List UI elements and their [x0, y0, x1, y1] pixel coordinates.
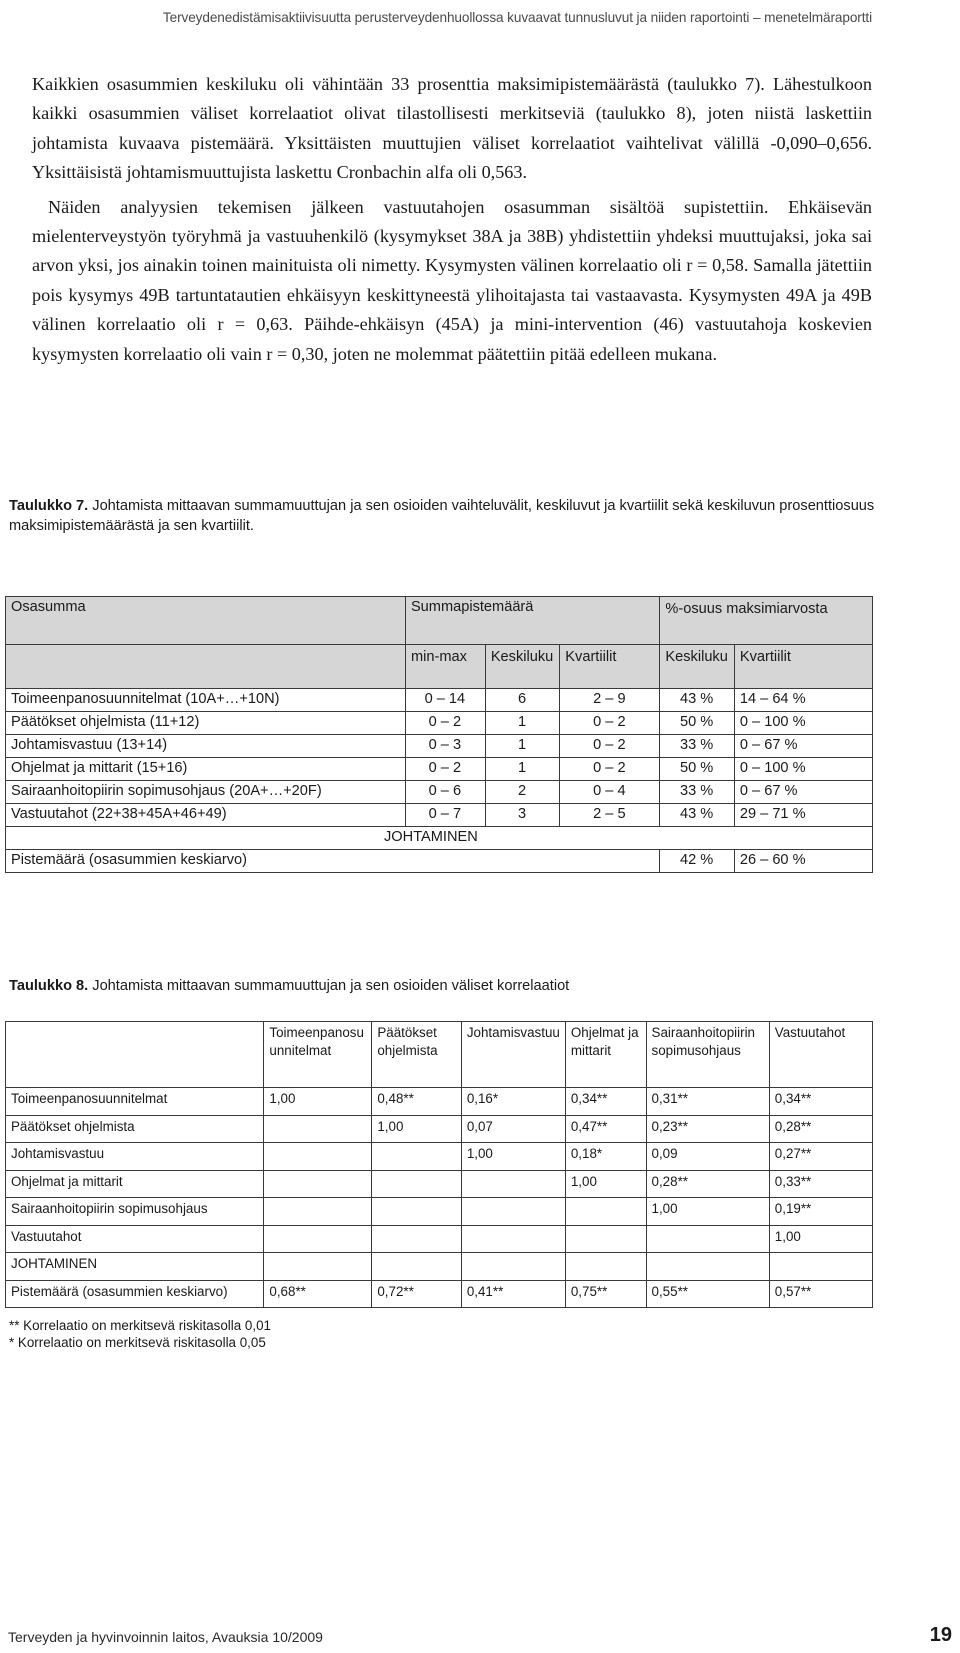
- table-cell: [461, 1198, 565, 1226]
- table-cell: 0,19**: [769, 1198, 872, 1226]
- table7-total-row: [6, 850, 873, 873]
- table-row: [6, 1170, 873, 1198]
- table-row: [6, 1225, 873, 1253]
- table-cell: 1,00: [264, 1088, 372, 1116]
- cell-minmax: 0 – 7: [405, 804, 485, 827]
- row-label: Sairaanhoitopiirin sopimusohjaus: [6, 1198, 264, 1226]
- table7-sub-minmax: min-max: [405, 645, 485, 689]
- table-cell: 0,72**: [372, 1280, 461, 1308]
- table-cell: [565, 1253, 646, 1281]
- table-row: [6, 1198, 873, 1226]
- table-cell: [264, 1198, 372, 1226]
- row-label: Toimeenpanosuunnitelmat: [6, 1088, 264, 1116]
- table-cell: 0,07: [461, 1115, 565, 1143]
- table-row: [6, 758, 873, 781]
- table-cell: 0,68**: [264, 1280, 372, 1308]
- table-cell: [461, 1170, 565, 1198]
- table-cell: 1,00: [565, 1170, 646, 1198]
- cell-minmax: 0 – 14: [405, 689, 485, 712]
- group-label: JOHTAMINEN: [6, 1253, 264, 1281]
- footer-publisher: Terveyden ja hyvinvoinnin laitos, Avauksia 10/2009: [8, 1629, 323, 1645]
- table7-sub-keskiluku-pct: Keskiluku: [660, 645, 734, 689]
- row-label: Ohjelmat ja mittarit: [6, 1170, 264, 1198]
- table8-head-col: Toimeenpanosuunnitelmat: [264, 1022, 372, 1088]
- table-cell: [372, 1225, 461, 1253]
- row-label: Johtamisvastuu (13+14): [6, 735, 406, 758]
- cell-kvartiilit: 0 – 2: [560, 758, 660, 781]
- table7-head-osasumma: Osasumma: [6, 597, 406, 645]
- table8-caption: [9, 976, 889, 996]
- table-cell: [264, 1143, 372, 1171]
- table-cell: 0,23**: [646, 1115, 769, 1143]
- cell-pct-quartiles: 14 – 64 %: [734, 689, 872, 712]
- table7-sub-keskiluku: Keskiluku: [485, 645, 559, 689]
- table8-group-row: [6, 1253, 873, 1281]
- cell-kvartiilit: 0 – 2: [560, 712, 660, 735]
- cell-pct: 50 %: [660, 758, 734, 781]
- table-cell: 0,28**: [769, 1115, 872, 1143]
- table-cell: [461, 1225, 565, 1253]
- cell-keskiluku: 1: [485, 712, 559, 735]
- footnote: * Korrelaatio on merkitsevä riskitasolla 0,05: [9, 1335, 266, 1350]
- cell-kvartiilit: 0 – 2: [560, 735, 660, 758]
- row-label: Päätökset ohjelmista (11+12): [6, 712, 406, 735]
- cell-minmax: 0 – 2: [405, 712, 485, 735]
- table-cell: [646, 1253, 769, 1281]
- table-cell: 1,00: [769, 1225, 872, 1253]
- row-label: Sairaanhoitopiirin sopimusohjaus (20A+…+20F): [6, 781, 406, 804]
- table-cell: 0,28**: [646, 1170, 769, 1198]
- table7-head-osuus: %-osuus maksimiarvosta: [660, 597, 873, 645]
- footnote: ** Korrelaatio on merkitsevä riskitasolla 0,01: [9, 1318, 271, 1333]
- cell-pct: 33 %: [660, 735, 734, 758]
- row-label: Toimeenpanosuunnitelmat (10A+…+10N): [6, 689, 406, 712]
- table-cell: [646, 1225, 769, 1253]
- row-label: Päätökset ohjelmista: [6, 1115, 264, 1143]
- table-cell: 0,31**: [646, 1088, 769, 1116]
- table8-head-col: Sairaanhoitopiirin sopimusohjaus: [646, 1022, 769, 1088]
- total-pct-quartiles: 26 – 60 %: [734, 850, 872, 873]
- table8-footnotes: [9, 1317, 271, 1351]
- table-cell: 1,00: [461, 1143, 565, 1171]
- table-row: [6, 1088, 873, 1116]
- table-8: [5, 1021, 873, 1308]
- table-row: [6, 712, 873, 735]
- body-text: [32, 70, 872, 369]
- total-pct: 42 %: [660, 850, 734, 873]
- table-row: [6, 689, 873, 712]
- table8-caption-text: Johtamista mittaavan summamuuttujan ja sen osioiden väliset korrelaatiot: [88, 978, 570, 994]
- page-number: 19: [929, 1624, 952, 1646]
- row-label: Vastuutahot: [6, 1225, 264, 1253]
- cell-pct-quartiles: 0 – 100 %: [734, 712, 872, 735]
- cell-keskiluku: 1: [485, 735, 559, 758]
- table-cell: 0,75**: [565, 1280, 646, 1308]
- table-cell: 1,00: [372, 1115, 461, 1143]
- table-row: [6, 1143, 873, 1171]
- group-label: JOHTAMINEN: [6, 827, 873, 850]
- table8-total-row: [6, 1280, 873, 1308]
- running-header: Terveydenedistämisaktiivisuutta perusterveydenhuollossa kuvaavat tunnusluvut ja niiden raportointi – menetelmäraportti: [162, 10, 872, 25]
- table-cell: 0,18*: [565, 1143, 646, 1171]
- total-label: Pistemäärä (osasummien keskiarvo): [6, 850, 660, 873]
- table8-head-col: Päätökset ohjelmista: [372, 1022, 461, 1088]
- cell-pct: 33 %: [660, 781, 734, 804]
- table-7: [5, 596, 873, 873]
- table-cell: [372, 1253, 461, 1281]
- table8-head-col: Ohjelmat ja mittarit: [565, 1022, 646, 1088]
- row-label: Johtamisvastuu: [6, 1143, 264, 1171]
- table-row: [6, 735, 873, 758]
- table-cell: [372, 1198, 461, 1226]
- table7-subheader-row: [6, 645, 873, 689]
- table-cell: 0,57**: [769, 1280, 872, 1308]
- cell-keskiluku: 3: [485, 804, 559, 827]
- table-cell: 0,16*: [461, 1088, 565, 1116]
- table7-caption-label: Taulukko 7.: [9, 498, 89, 514]
- cell-keskiluku: 6: [485, 689, 559, 712]
- row-label: Ohjelmat ja mittarit (15+16): [6, 758, 406, 781]
- cell-pct: 43 %: [660, 804, 734, 827]
- cell-pct-quartiles: 0 – 67 %: [734, 781, 872, 804]
- cell-kvartiilit: 0 – 4: [560, 781, 660, 804]
- table-cell: [264, 1170, 372, 1198]
- table8-header-row: [6, 1022, 873, 1088]
- paragraph-2: Näiden analyysien tekemisen jälkeen vastuutahojen osasumman sisältöä supistettiin. Ehkäisevän mielenterveystyön työryhmä ja vastuuhenkilö (kysymykset 38A ja 38B) yhdistettiin yhdeksi muuttujaksi, joka sai arvon yksi, jos ainakin toinen mainituista oli nimetty. Kysymysten välinen korrelaatio oli r = 0,58. Samalla jätettiin pois kysymys 49B tartuntatautien ehkäisyyn keskittyneestä ylihoitajasta tai vastaavasta. Kysymysten 49A ja 49B välinen korrelaatio oli r = 0,63. Päihde-ehkäisyn (45A) ja mini-intervention (46) vastuutahoja koskevien kysymysten korrelaatio oli vain r = 0,30, joten ne molemmat päätettiin pitää edelleen mukana.: [32, 196, 872, 364]
- table-cell: [565, 1198, 646, 1226]
- table-row: [6, 1115, 873, 1143]
- cell-minmax: 0 – 6: [405, 781, 485, 804]
- total-label: Pistemäärä (osasummien keskiarvo): [6, 1280, 264, 1308]
- table-cell: 0,41**: [461, 1280, 565, 1308]
- table-cell: 0,27**: [769, 1143, 872, 1171]
- table-cell: [264, 1225, 372, 1253]
- cell-minmax: 0 – 3: [405, 735, 485, 758]
- table-cell: 0,55**: [646, 1280, 769, 1308]
- table-cell: [461, 1253, 565, 1281]
- table8-head-col: Johtamisvastuu: [461, 1022, 565, 1088]
- table-cell: 0,34**: [565, 1088, 646, 1116]
- table7-sub-kvartiilit-pct: Kvartiilit: [734, 645, 872, 689]
- table-cell: 0,09: [646, 1143, 769, 1171]
- table7-header-row: [6, 597, 873, 645]
- table7-sub-empty: [6, 645, 406, 689]
- table7-group-row: [6, 827, 873, 850]
- table7-sub-kvartiilit: Kvartiilit: [560, 645, 660, 689]
- table-cell: 0,48**: [372, 1088, 461, 1116]
- table-cell: [372, 1170, 461, 1198]
- cell-pct-quartiles: 0 – 67 %: [734, 735, 872, 758]
- table8-head-empty: [6, 1022, 264, 1088]
- cell-keskiluku: 1: [485, 758, 559, 781]
- table7-caption: [9, 496, 889, 536]
- table-cell: 0,47**: [565, 1115, 646, 1143]
- paragraph-1: Kaikkien osasummien keskiluku oli vähintään 33 prosenttia maksimipistemäärästä (taulukko 7). Lähestulkoon kaikki osasummien väliset korrelaatiot olivat tilastollisesti merkitseviä (taulukko 8), joten niistä laskettiin johtamista kuvaava pistemäärä. Yksittäisten muuttujien väliset korrelaatiot vaihtelivat välillä -0,090–0,656. Yksittäisistä johtamismuuttujista laskettu Cronbachin alfa oli 0,563.: [32, 74, 872, 183]
- cell-keskiluku: 2: [485, 781, 559, 804]
- table-cell: [264, 1253, 372, 1281]
- table-cell: [264, 1115, 372, 1143]
- table7-caption-text: Johtamista mittaavan summamuuttujan ja sen osioiden vaihteluvälit, keskiluvut ja kvartiilit sekä keskiluvun prosenttiosuus maksimipistemäärästä ja sen kvartiilit.: [9, 498, 875, 534]
- row-label: Vastuutahot (22+38+45A+46+49): [6, 804, 406, 827]
- cell-pct-quartiles: 0 – 100 %: [734, 758, 872, 781]
- cell-pct: 43 %: [660, 689, 734, 712]
- cell-kvartiilit: 2 – 5: [560, 804, 660, 827]
- table-cell: [565, 1225, 646, 1253]
- table-row: [6, 781, 873, 804]
- table-cell: [769, 1253, 872, 1281]
- table8-caption-label: Taulukko 8.: [9, 978, 89, 994]
- cell-minmax: 0 – 2: [405, 758, 485, 781]
- table-row: [6, 804, 873, 827]
- table-cell: 0,34**: [769, 1088, 872, 1116]
- table8-head-col: Vastuutahot: [769, 1022, 872, 1088]
- table-cell: [372, 1143, 461, 1171]
- cell-pct-quartiles: 29 – 71 %: [734, 804, 872, 827]
- table-cell: 0,33**: [769, 1170, 872, 1198]
- cell-pct: 50 %: [660, 712, 734, 735]
- cell-kvartiilit: 2 – 9: [560, 689, 660, 712]
- table7-head-summapistemaara: Summapistemäärä: [405, 597, 659, 645]
- table-cell: 1,00: [646, 1198, 769, 1226]
